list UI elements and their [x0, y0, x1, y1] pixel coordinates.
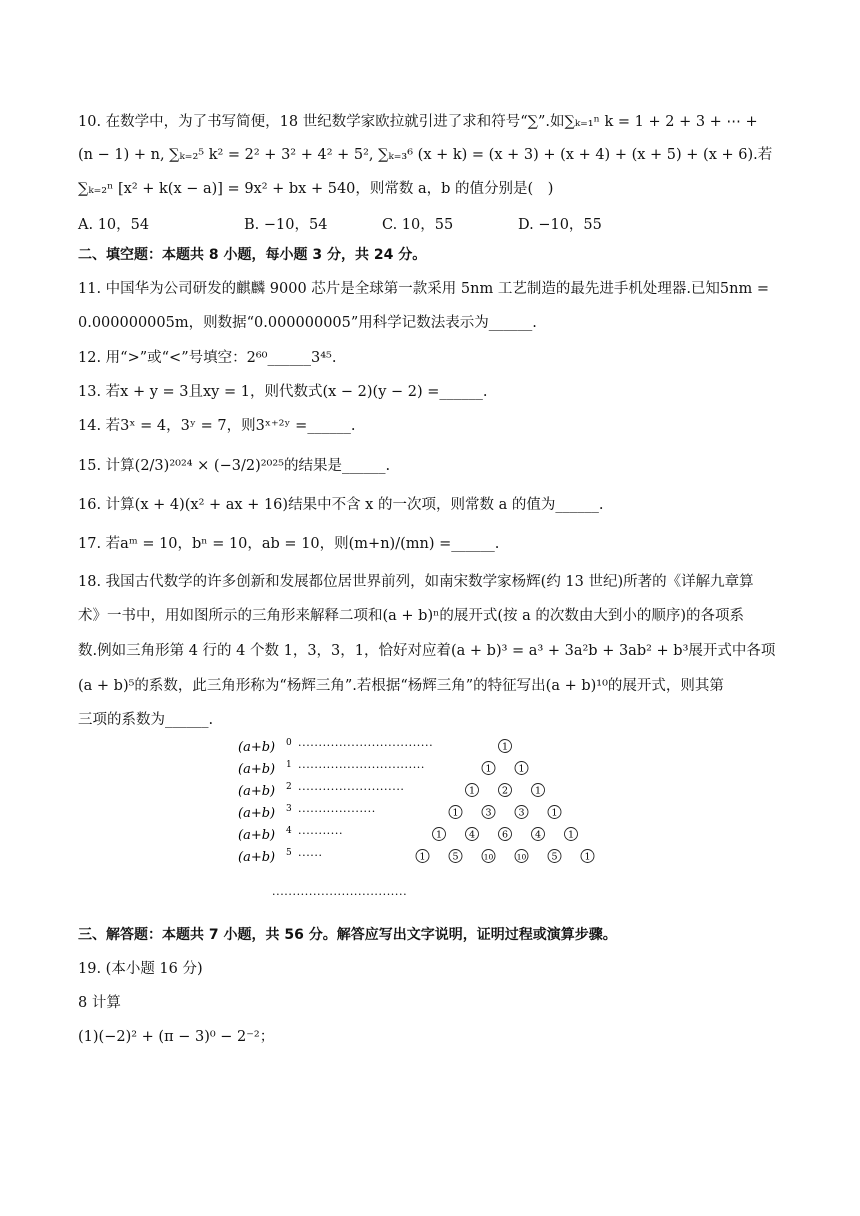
triangle-number: 10 — [483, 852, 494, 862]
q17: 17. 若aᵐ = 10，bⁿ = 10，ab = 10，则(m+n)/(mn) =______. — [78, 536, 500, 552]
triangle-number: 1 — [551, 807, 558, 819]
triangle-row-label: (a+b) — [238, 784, 276, 799]
triangle-row-dots: ································· — [298, 739, 434, 752]
triangle-row-label: (a+b) — [238, 806, 276, 821]
triangle-number: 3 — [518, 807, 525, 819]
triangle-number: 3 — [485, 807, 492, 819]
triangle-row-dots: ··········· — [298, 827, 344, 840]
triangle-row-dots: ······························· — [298, 761, 425, 774]
triangle-number: 5 — [452, 851, 459, 863]
triangle-number: 4 — [468, 829, 476, 841]
q10-line2: (n − 1) + n, ∑ₖ₌₂⁵ k² = 2² + 3² + 4² + 5², ∑ₖ₌₃⁶ (x + k) = (x + 3) + (x + 4) + (x + 5) + (x + 6).若 — [78, 147, 773, 163]
triangle-number: 1 — [534, 785, 542, 797]
q10-option-a[interactable]: A. 10，54 — [78, 217, 150, 233]
q18-line3: 数.例如三角形第 4 行的 4 个数 1，3，3，1，恰好对应着(a + b)³ = a³ + 3a²b + 3ab² + b³展开式中各项 — [78, 643, 776, 659]
q15: 15. 计算(2/3)²⁰²⁴ × (−3/2)²⁰²⁵的结果是______. — [78, 458, 391, 474]
q19-part1: (1)(−2)² + (π − 3)⁰ − 2⁻²； — [78, 1029, 275, 1045]
q12: 12. 用“>”或“<”号填空：2⁶⁰______3⁴⁵. — [78, 350, 337, 366]
triangle-number: 5 — [551, 851, 558, 863]
triangle-number: 10 — [516, 852, 527, 862]
q13: 13. 若x + y = 3且xy = 1，则代数式(x − 2)(y − 2) =______. — [78, 384, 488, 400]
triangle-row-label: (a+b) — [238, 762, 276, 777]
triangle-number: 1 — [501, 741, 509, 753]
q10-option-d[interactable]: D. −10，55 — [518, 217, 602, 233]
q11-line1: 11. 中国华为公司研发的麒麟 9000 芯片是全球第一款采用 5nm 工艺制造的最先进手机处理器.已知5nm = — [78, 281, 769, 297]
triangle-number: 6 — [501, 829, 509, 841]
q10-line1: 10. 在数学中，为了书写简便，18 世纪数学家欧拉就引进了求和符号“∑”.如∑ₖ₌₁ⁿ k = 1 + 2 + 3 + ⋯ + — [78, 114, 758, 130]
triangle-row-exponent: 2 — [286, 782, 292, 792]
triangle-trailing-dots: ································· — [272, 888, 408, 901]
triangle-number: 1 — [468, 785, 476, 797]
q18-line2: 术》一书中，用如图所示的三角形来解释二项和(a + b)ⁿ的展开式(按 a 的次数由大到小的顺序)的各项系 — [78, 608, 745, 624]
triangle-number: 2 — [501, 785, 509, 797]
q16: 16. 计算(x + 4)(x² + ax + 16)结果中不含 x 的一次项，则常数 a 的值为______. — [78, 497, 604, 513]
q18-line5: 三项的系数为______. — [78, 712, 214, 728]
triangle-row-dots: ·························· — [298, 783, 405, 796]
q19-subtitle: 8 计算 — [78, 995, 121, 1011]
triangle-number: 1 — [567, 829, 575, 841]
triangle-row-dots: ······ — [298, 849, 323, 862]
triangle-number: 1 — [435, 829, 443, 841]
yanghui-triangle-figure — [230, 734, 650, 901]
triangle-number: 1 — [518, 763, 525, 775]
section-2-heading: 二、填空题：本题共 8 小题，每小题 3 分，共 24 分。 — [78, 247, 427, 263]
q18-line1: 18. 我国古代数学的许多创新和发展都位居世界前列，如南宋数学家杨辉(约 13 世纪)所著的《详解九章算 — [78, 574, 754, 590]
triangle-row-label: (a+b) — [238, 740, 276, 755]
q19-title: 19. (本小题 16 分) — [78, 961, 203, 977]
q18-line4: (a + b)⁵的系数，此三角形称为“杨辉三角”.若根据“杨辉三角”的特征写出(a + b)¹⁰的展开式，则其第 — [78, 678, 724, 694]
triangle-row-exponent: 4 — [286, 826, 292, 836]
triangle-row-label: (a+b) — [238, 850, 276, 865]
triangle-number: 1 — [485, 763, 492, 775]
section-3-heading: 三、解答题：本题共 7 小题，共 56 分。解答应写出文字说明，证明过程或演算步骤。 — [78, 927, 617, 943]
triangle-number: 1 — [452, 807, 459, 819]
triangle-row-exponent: 5 — [286, 848, 292, 858]
q10-option-c[interactable]: C. 10，55 — [382, 217, 454, 233]
triangle-row-exponent: 3 — [286, 804, 292, 814]
triangle-row-dots: ··················· — [298, 805, 376, 818]
triangle-number: 1 — [584, 851, 591, 863]
triangle-number: 1 — [419, 851, 426, 863]
q14: 14. 若3ˣ = 4，3ʸ = 7，则3ˣ⁺²ʸ =______. — [78, 418, 356, 434]
triangle-row-exponent: 0 — [286, 738, 292, 748]
triangle-row-label: (a+b) — [238, 828, 276, 843]
triangle-number: 4 — [534, 829, 542, 841]
q10-line3: ∑ₖ₌₂ⁿ [x² + k(x − a)] = 9x² + bx + 540，则常数 a，b 的值分别是( ) — [78, 181, 554, 197]
q10-option-b[interactable]: B. −10，54 — [244, 217, 328, 233]
q11-line2: 0.000000005m，则数据“0.000000005”用科学记数法表示为______. — [78, 315, 537, 331]
triangle-row-exponent: 1 — [286, 760, 292, 770]
